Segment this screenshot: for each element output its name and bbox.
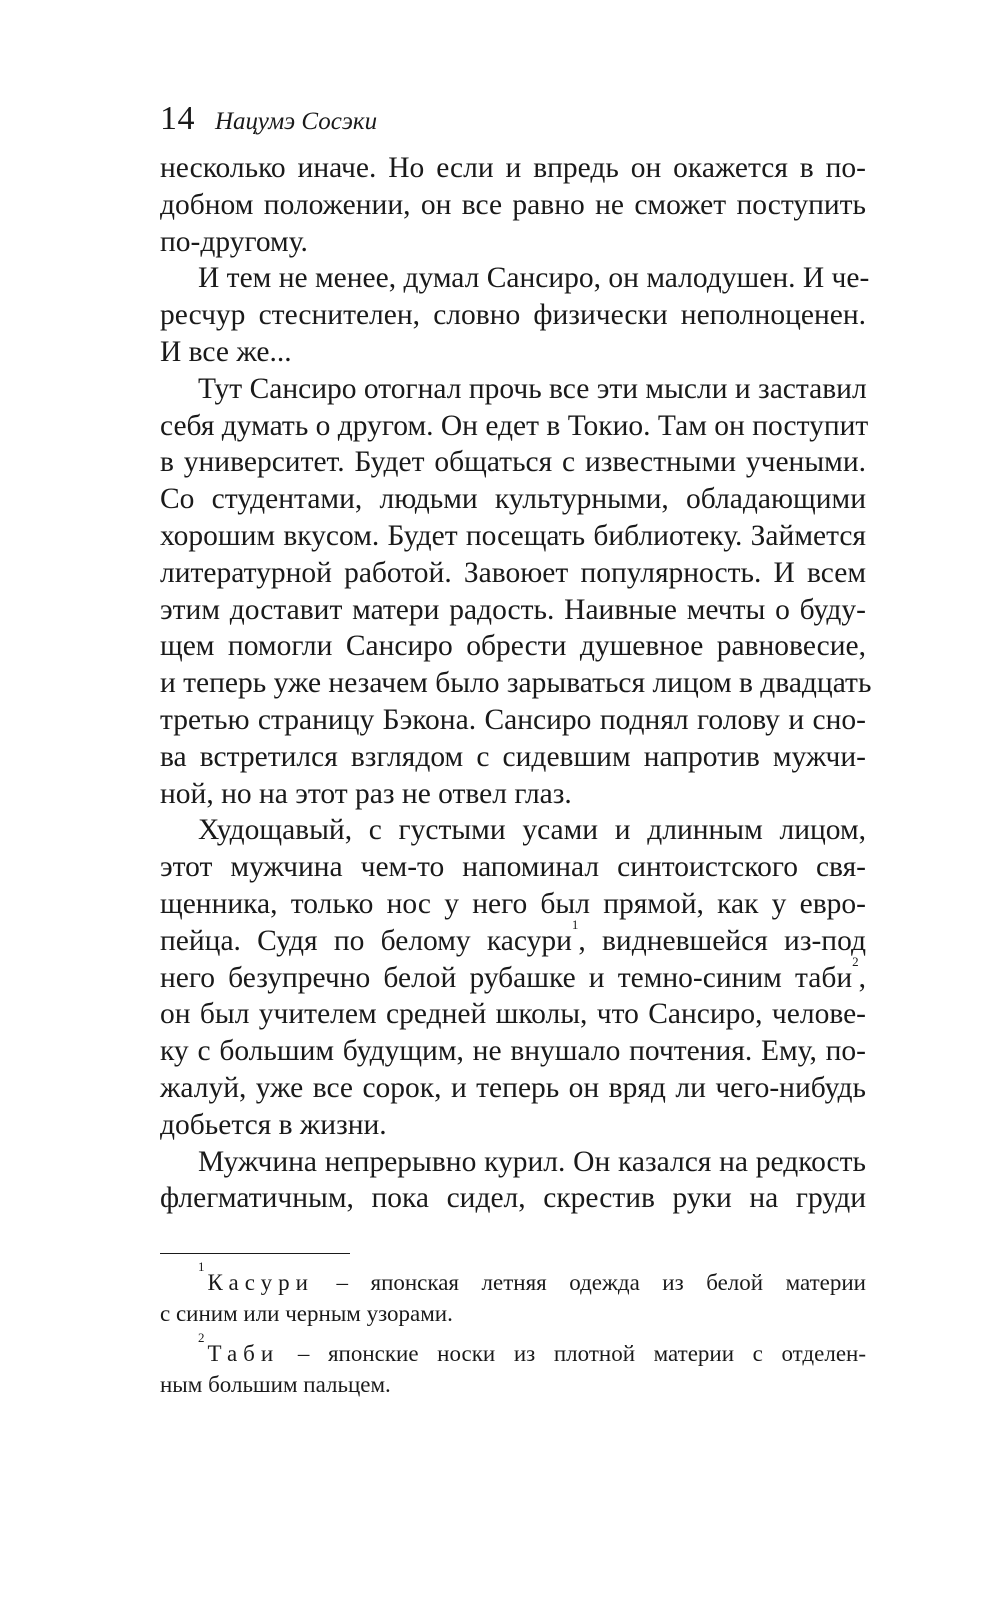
text-line: Мужчина непрерывно курил. Он казался на редкость — [198, 1145, 866, 1178]
footnote-2 — [160, 1330, 866, 1400]
running-head — [160, 100, 866, 150]
text-line: И все же... — [160, 335, 292, 368]
footnote-text: – японская летняя одежда из белой материи — [313, 1270, 866, 1296]
page-number: 14 — [160, 100, 195, 137]
paragraph — [160, 812, 866, 1143]
text-line: и теперь уже незачем было зарываться лицом в двадцать — [160, 667, 872, 700]
text-segment: него безупречно белой рубашке и темно-синим таби — [160, 961, 853, 994]
text-line: ку с большим будущим, не внушало почтения. Ему, по- — [160, 1035, 866, 1068]
footnote-text: – японские носки из плотной материи с отделен- — [279, 1341, 866, 1367]
footnote-mark: 1 — [198, 1259, 205, 1275]
text-line: он был учителем средней школы, что Сансиро, челове- — [160, 998, 866, 1031]
text-line: флегматичным, пока сидел, скрестив руки на груди — [160, 1182, 866, 1215]
text-line: добном положении, он все равно не сможет поступить — [160, 188, 866, 221]
footnotes — [160, 1259, 866, 1400]
text-line: Худощавый, с густыми усами и длинным лицом, — [198, 814, 866, 847]
text-line: этим доставит матери радость. Наивные мечты о буду- — [160, 593, 866, 626]
paragraph — [160, 1144, 866, 1218]
text-line: в университет. Будет общаться с известными учеными. — [160, 446, 866, 479]
footnote-mark: 2 — [198, 1330, 205, 1346]
footnote-reference[interactable]: 2 — [852, 953, 859, 969]
paragraph — [160, 260, 870, 370]
footnote-divider — [160, 1253, 350, 1254]
text-segment: , — [858, 961, 866, 994]
running-title: Нацумэ Сосэки — [215, 108, 378, 135]
footnote-line — [160, 1330, 866, 1369]
page-content — [160, 100, 872, 1409]
text-line: себя думать о другом. Он едет в Токио. Там он поступит — [160, 409, 869, 442]
text-line: Со студентами, людьми культурными, обладающими — [160, 483, 866, 516]
text-line: ресчур стеснителен, словно физически неполноценен. — [160, 299, 866, 332]
footnote-1 — [160, 1259, 866, 1329]
footnote-line: ным большим пальцем. — [160, 1372, 391, 1398]
text-line: третью страницу Бэкона. Сансиро поднял голову и сно- — [160, 703, 866, 736]
text-line: Тут Сансиро отогнал прочь все эти мысли и заставил — [198, 372, 867, 405]
paragraph — [160, 150, 866, 260]
body-text — [160, 150, 872, 1217]
footnote-reference[interactable]: 1 — [571, 916, 579, 932]
text-line-with-footnote-ref — [160, 953, 866, 997]
footnote-line: с синим или черным узорами. — [160, 1301, 453, 1327]
text-line: литературной работой. Завоюет популярность. И всем — [160, 556, 866, 589]
footnote-line — [160, 1259, 866, 1298]
footnote-term: Касури — [207, 1270, 314, 1296]
text-line: несколько иначе. Но если и впредь он окажется в по- — [160, 152, 866, 184]
footnote-term: Таби — [207, 1341, 280, 1367]
text-line: ва встретился взглядом с сидевшим напротив мужчи- — [160, 740, 866, 773]
text-segment: пейца. Судя по белому касури — [160, 924, 572, 957]
text-line: щем помогли Сансиро обрести душевное равновесие, — [160, 630, 866, 663]
text-line: ной, но на этот раз не отвел глаз. — [160, 777, 572, 810]
text-line: этот мужчина чем-то напоминал синтоистского свя- — [160, 851, 866, 884]
text-line: И тем не менее, думал Сансиро, он малодушен. И че- — [198, 262, 870, 295]
text-line: щенника, только нос у него был прямой, как у евро- — [160, 887, 866, 920]
text-line-with-footnote-ref — [160, 916, 866, 960]
text-line: хорошим вкусом. Будет посещать библиотеку. Займется — [160, 519, 866, 552]
text-line: добьется в жизни. — [160, 1108, 387, 1141]
text-line: жалуй, уже все сорок, и теперь он вряд ли чего-нибудь — [160, 1071, 866, 1104]
text-line: по-другому. — [160, 225, 308, 258]
paragraph — [160, 371, 872, 813]
text-segment: , видневшейся из-под — [578, 924, 866, 957]
